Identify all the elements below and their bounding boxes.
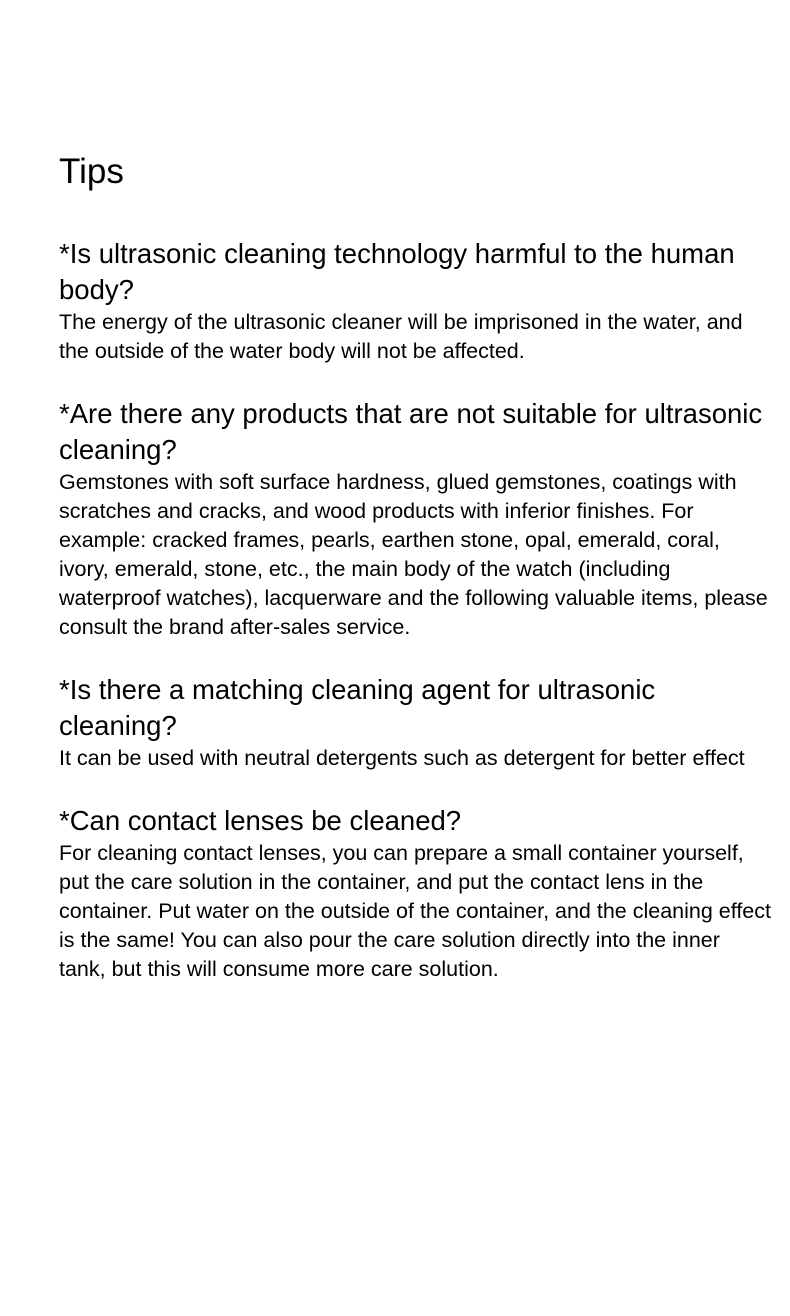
faq-item	[59, 672, 771, 773]
faq-question: *Is there a matching cleaning agent for ultrasonic cleaning?	[59, 674, 656, 741]
faq-item	[59, 396, 771, 642]
faq-item	[59, 803, 771, 984]
faq-answer: The energy of the ultrasonic cleaner will be imprisoned in the water, and the outside of the water body will not be affected.	[59, 310, 743, 363]
faq-item	[59, 236, 771, 366]
faq-question: *Is ultrasonic cleaning technology harmful to the human body?	[59, 238, 735, 305]
faq-question: *Are there any products that are not suitable for ultrasonic cleaning?	[59, 398, 763, 465]
page-title: Tips	[59, 152, 124, 191]
faq-answer: For cleaning contact lenses, you can prepare a small container yourself, put the care solution in the container, and put the contact lens in the container. Put water on the outside of the container, and the cleaning effect is the same! You can also pour the care solution directly into the inner tank, but this will consume more care solution.	[59, 841, 771, 981]
faq-answer: It can be used with neutral detergents such as detergent for better effect	[59, 746, 745, 770]
faq-question: *Can contact lenses be cleaned?	[59, 805, 462, 836]
faq-answer: Gemstones with soft surface hardness, glued gemstones, coatings with scratches and cracks, and wood products with inferior finishes. For example: cracked frames, pearls, earthen stone, opal, emerald, coral, ivory, emerald, stone, etc., the main body of the watch (including waterproof watches), lacquerware and the following valuable items, please consult the brand after-sales service.	[59, 470, 768, 639]
tips-page	[59, 146, 771, 1014]
